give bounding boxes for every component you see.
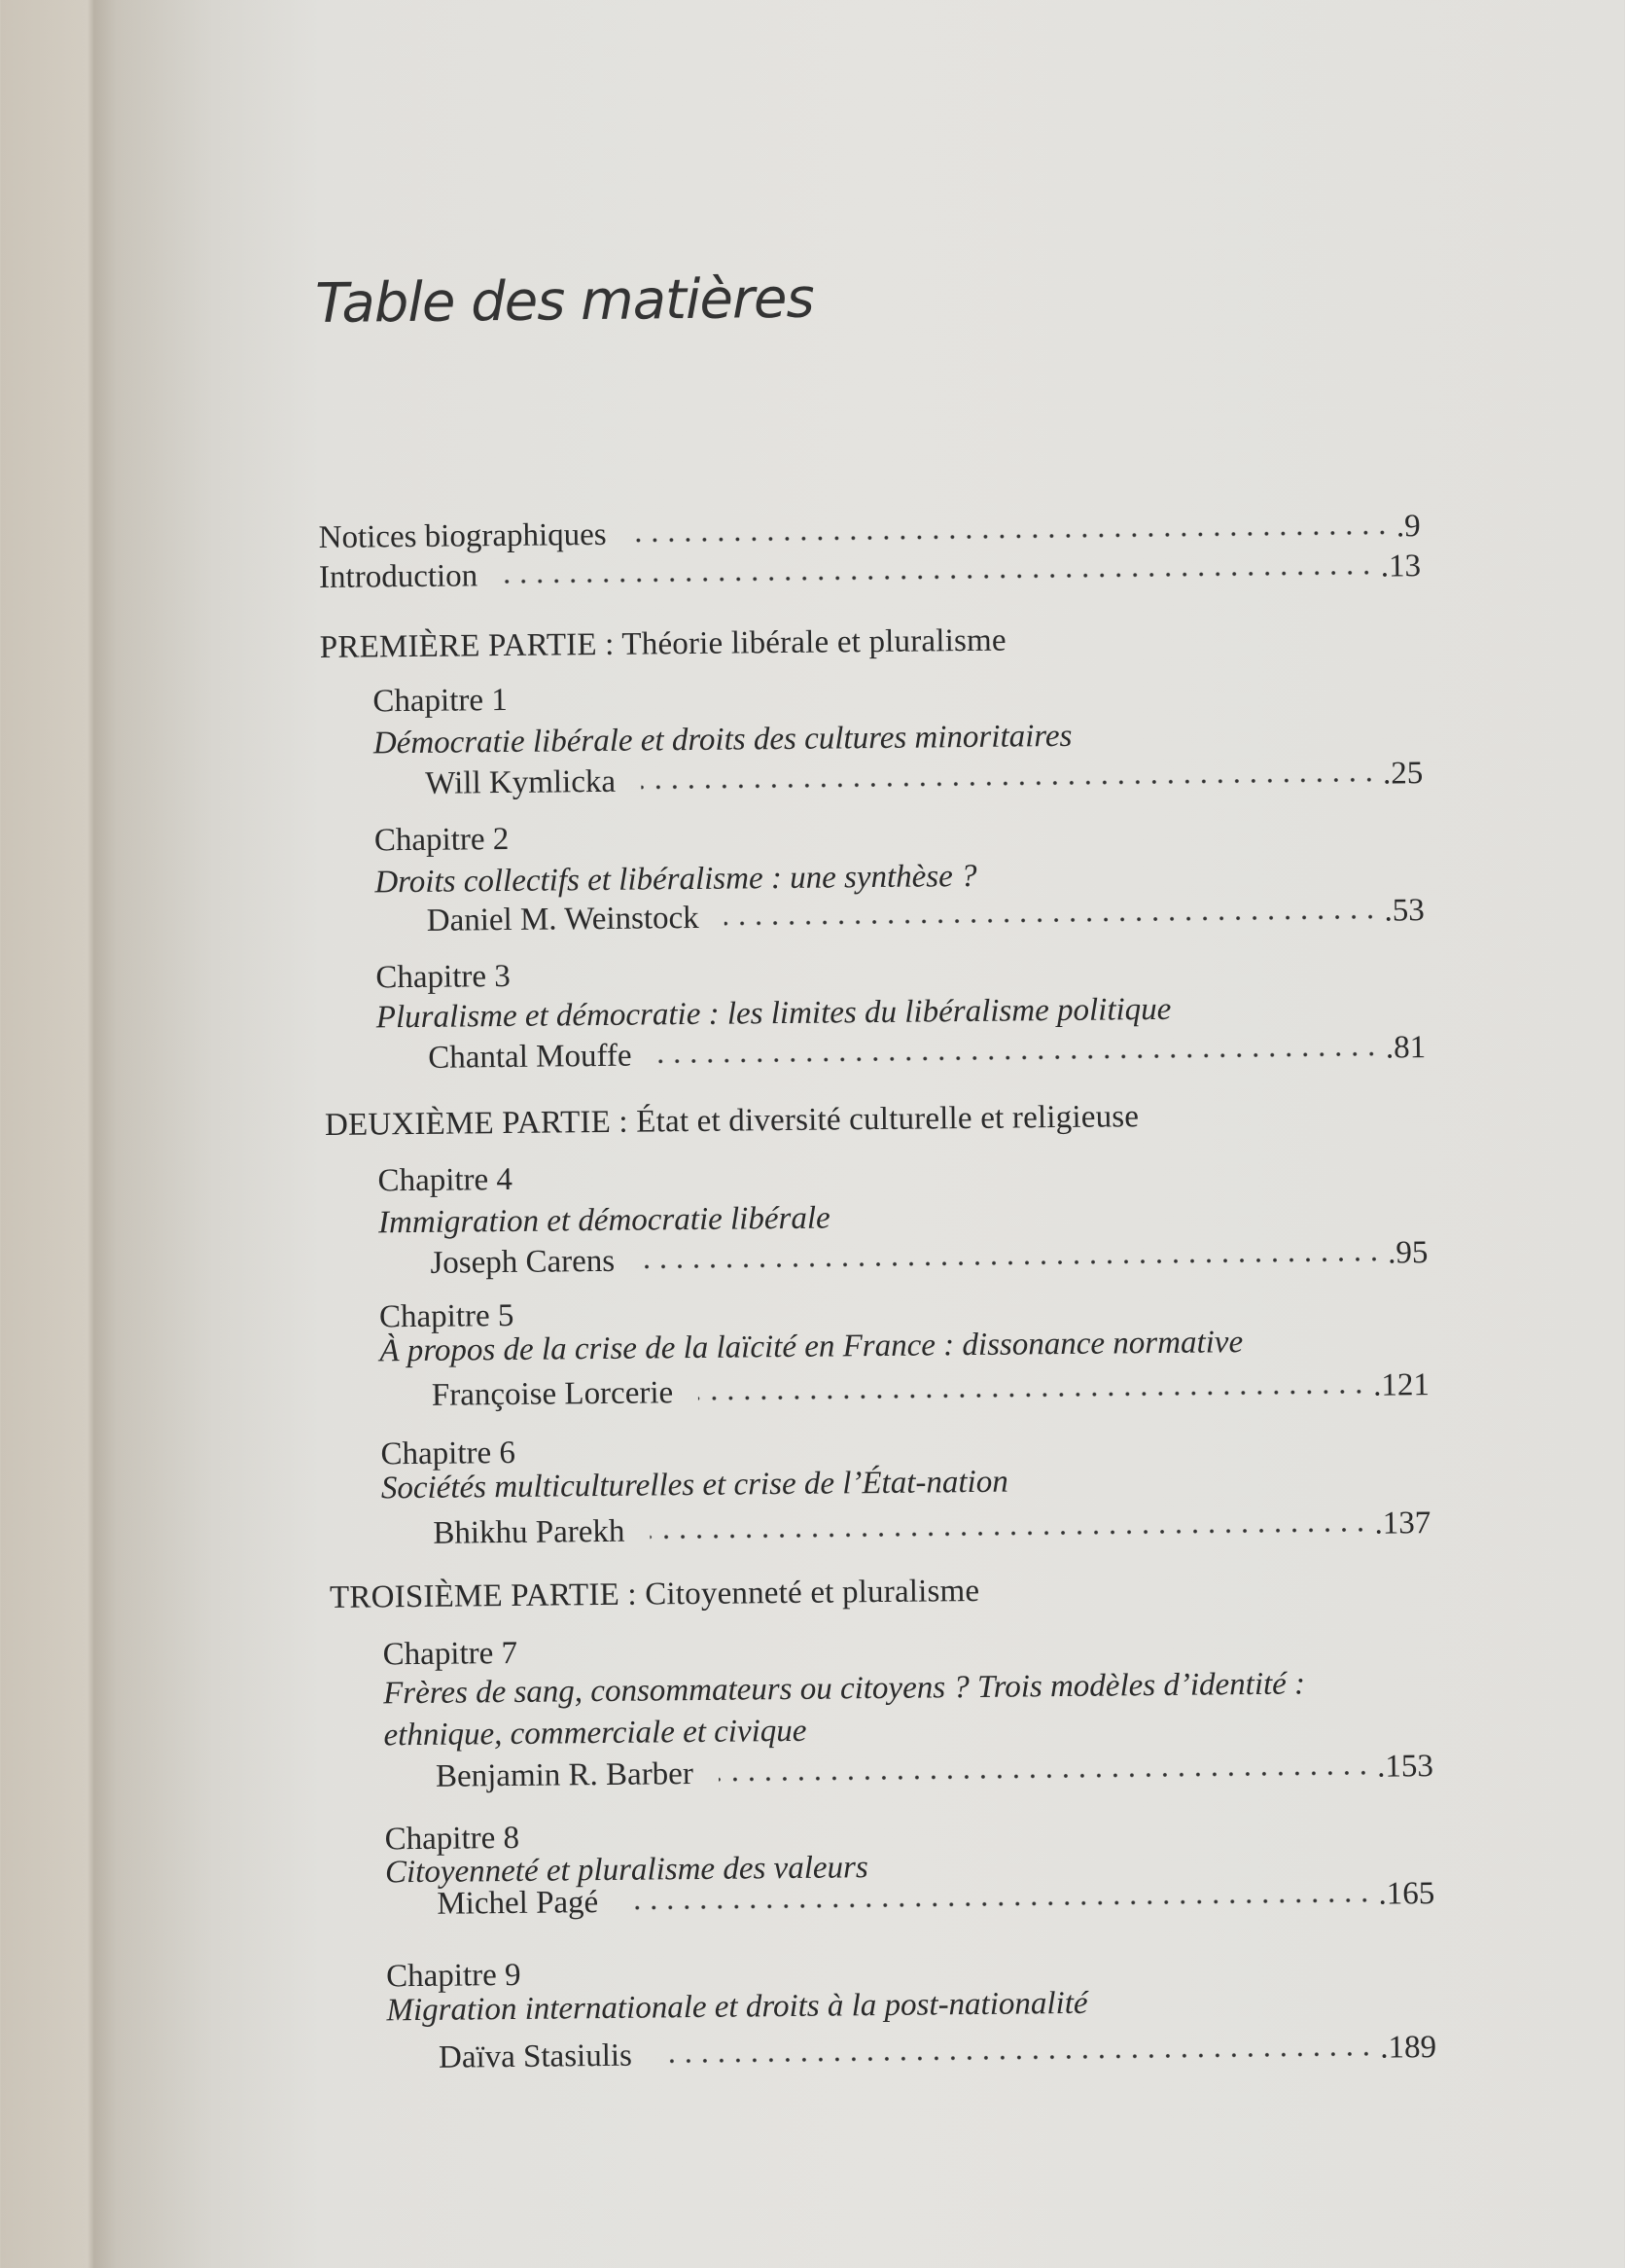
dot-leader — [657, 2050, 1374, 2066]
chapter-label: Chapitre 4 — [377, 1161, 513, 1199]
page-number: .165 — [1378, 1876, 1435, 1912]
chapter-label: Chapitre 1 — [372, 682, 508, 720]
dot-leader — [503, 569, 1375, 585]
chapter-author: Benjamin R. Barber — [435, 1756, 694, 1794]
page-number: .81 — [1385, 1030, 1427, 1066]
page-number: .95 — [1387, 1235, 1429, 1271]
chapter-author: Michel Pagé — [437, 1885, 599, 1922]
dot-leader — [719, 1769, 1371, 1784]
page-number: .9 — [1395, 509, 1421, 545]
dot-leader — [641, 776, 1377, 792]
page-number: .53 — [1384, 893, 1425, 929]
chapter-title: Migration internationale et droits à la post-nationalité — [386, 1985, 1088, 2029]
chapter-author: Bhikhu Parekh — [433, 1513, 625, 1551]
page-number: .13 — [1380, 549, 1422, 585]
chapter-label: Chapitre 6 — [380, 1435, 516, 1472]
chapter-label: Chapitre 3 — [375, 958, 511, 996]
page-title: Table des matières — [314, 266, 814, 337]
toc-entry — [433, 1503, 1431, 1554]
page-number: .189 — [1380, 2030, 1437, 2066]
chapter-title: Démocratie libérale et droits des cultures minoritaires — [372, 718, 1073, 762]
dot-leader — [698, 1388, 1367, 1402]
chapter-author: Chantal Mouffe — [428, 1038, 632, 1076]
part-heading: DEUXIÈME PARTIE : État et diversité culturelle et religieuse — [324, 1099, 1140, 1143]
chapter-label: Chapitre 5 — [378, 1297, 514, 1335]
chapter-label: Chapitre 8 — [384, 1820, 520, 1858]
chapter-title: À propos de la crise de la laïcité en France : dissonance normative — [379, 1325, 1244, 1369]
dot-leader — [650, 1526, 1368, 1542]
chapter-author: Will Kymlicka — [425, 763, 617, 801]
chapter-label: Chapitre 9 — [385, 1957, 521, 1995]
chapter-title: Immigration et démocratie libérale — [377, 1200, 830, 1241]
chapter-title: Sociétés multiculturelles et crise de l’État-nation — [380, 1464, 1008, 1506]
page-number: .121 — [1372, 1367, 1431, 1403]
chapter-label: Chapitre 2 — [373, 821, 510, 859]
dot-leader — [724, 913, 1379, 928]
part-heading: TROISIÈME PARTIE : Citoyenneté et pluralisme — [329, 1573, 980, 1615]
dot-leader — [632, 528, 1391, 544]
chapter-author: Daïva Stasiulis — [438, 2038, 633, 2075]
page-number: .153 — [1377, 1749, 1434, 1785]
chapter-author: Joseph Carens — [430, 1243, 616, 1281]
page-number: .137 — [1374, 1506, 1431, 1542]
toc-entry — [432, 1364, 1430, 1416]
dot-leader — [657, 1050, 1381, 1066]
chapter-title: Citoyenneté et pluralisme des valeurs — [384, 1850, 868, 1891]
dot-leader — [623, 1896, 1372, 1912]
chapter-title: Pluralisme et démocratie : les limites du libéralisme politique — [375, 991, 1172, 1036]
entry-label: Introduction — [318, 558, 478, 595]
part-heading: PREMIÈRE PARTIE : Théorie libérale et pluralisme — [319, 622, 1007, 665]
chapter-title-continued: ethnique, commerciale et civique — [383, 1713, 807, 1754]
chapter-title: Droits collectifs et libéralisme : une synthèse ? — [374, 858, 977, 901]
toc-entry — [439, 2027, 1436, 2078]
chapter-title: Frères de sang, consommateurs ou citoyens ? Trois modèles d’identité : — [382, 1666, 1306, 1712]
chapter-author: Daniel M. Weinstock — [426, 900, 699, 939]
dot-leader — [640, 1256, 1382, 1271]
chapter-author: Françoise Lorcerie — [431, 1375, 674, 1413]
entry-label: Notices biographiques — [318, 516, 607, 555]
chapter-label: Chapitre 7 — [382, 1635, 518, 1673]
page-number: .25 — [1382, 756, 1424, 792]
